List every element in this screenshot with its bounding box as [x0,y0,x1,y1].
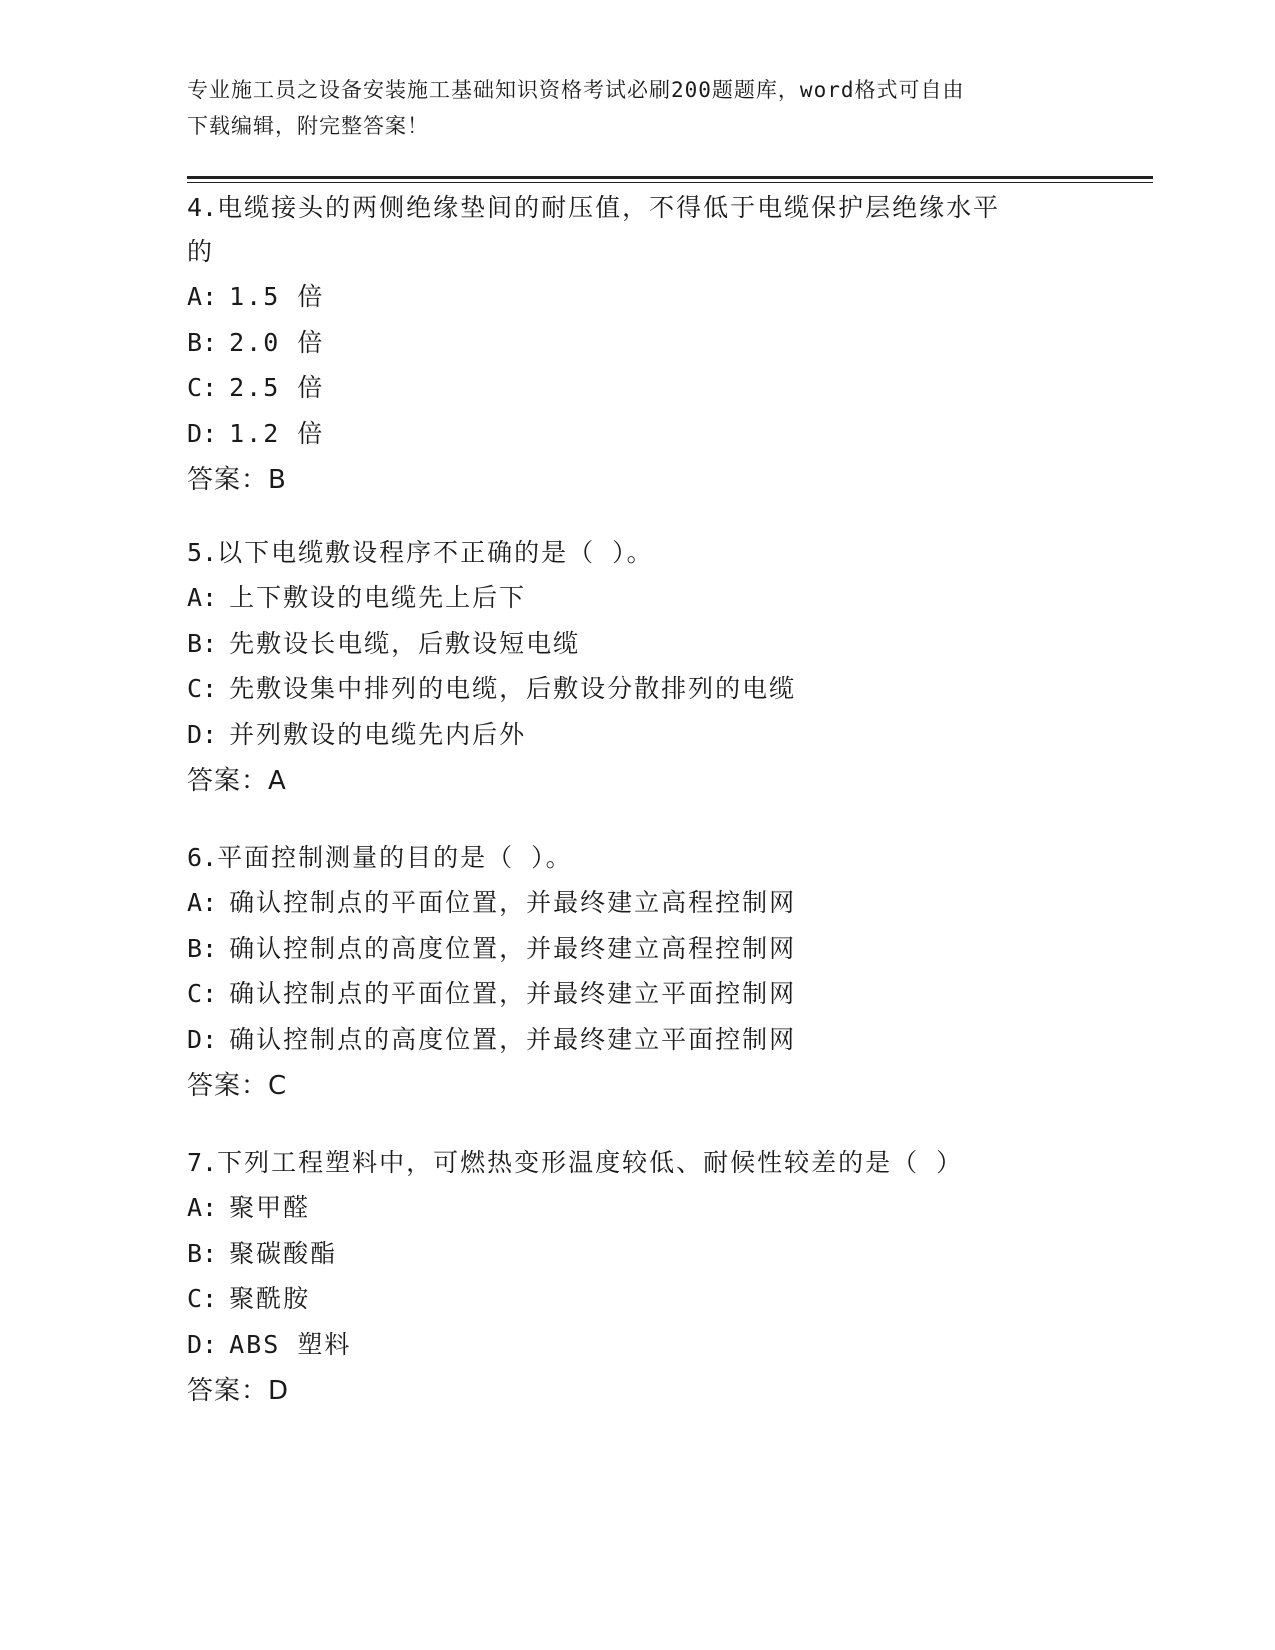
option-text: 先敷设集中排列的电缆，后敷设分散排列的电缆 [229,674,797,703]
option-a [187,274,1087,320]
document-header [187,72,1067,144]
option-letter: C: [187,373,218,402]
answer-line: 答案：D [187,1376,290,1406]
option-c [187,1276,1087,1322]
answer-line: 答案：A [187,766,287,796]
option-d [187,411,1087,457]
question-7 [187,1141,1087,1413]
option-text: 并列敷设的电缆先内后外 [229,719,527,749]
option-text: 确认控制点的高度位置，并最终建立高程控制网 [229,933,797,963]
option-letter: A: [187,583,218,612]
option-d [187,1322,1087,1368]
header-divider-thick [187,176,1153,179]
option-b [187,621,1087,667]
option-letter: D: [187,1329,218,1359]
option-text: ABS 塑料 [229,1329,352,1359]
question-number: 5. [187,538,218,567]
option-text: 2.5 倍 [229,373,325,402]
option-letter: D: [187,418,218,448]
option-letter: D: [187,719,218,749]
option-b [187,320,1087,366]
option-text: 上下敷设的电缆先上后下 [229,583,527,612]
option-letter: B: [187,327,218,357]
question-stem-text: 电缆接头的两侧绝缘垫间的耐压值，不得低于电缆保护层绝缘水平 [217,193,1001,222]
option-b [187,926,1087,972]
question-number: 6. [187,843,218,872]
option-c [187,365,1087,411]
option-letter: C: [187,979,218,1008]
question-stem-text: 以下电缆敷设程序不正确的是（ ）。 [217,538,654,567]
question-number: 7. [187,1148,218,1177]
question-stem [187,531,1087,575]
option-c [187,666,1087,712]
option-letter: A: [187,1193,218,1222]
option-letter: B: [187,933,218,963]
option-c [187,971,1087,1017]
option-text: 1.5 倍 [229,282,325,311]
option-letter: B: [187,628,218,658]
question-stem [187,836,1087,880]
option-text: 确认控制点的高度位置，并最终建立平面控制网 [229,1024,797,1054]
question-stem [187,186,1087,230]
question-4 [187,186,1087,502]
option-letter: C: [187,674,218,703]
option-letter: A: [187,888,218,917]
option-letter: A: [187,282,218,311]
option-text: 先敷设长电缆，后敷设短电缆 [229,628,581,658]
option-letter: C: [187,1284,218,1313]
option-a [187,1185,1087,1231]
question-stem-text: 下列工程塑料中，可燃热变形温度较低、耐候性较差的是（ ） [217,1148,964,1177]
header-divider-thin [187,182,1153,183]
option-text: 2.0 倍 [229,327,325,357]
header-line-1: 专业施工员之设备安装施工基础知识资格考试必刷200题题库，word格式可自由 [187,78,965,102]
option-d [187,1017,1087,1063]
question-number: 4. [187,193,218,222]
option-letter: D: [187,1024,218,1054]
answer-line: 答案：C [187,1071,288,1101]
question-stem-text: 平面控制测量的目的是（ ）。 [217,843,573,872]
option-text: 聚碳酸酯 [229,1238,338,1268]
option-b [187,1231,1087,1277]
option-a [187,575,1087,621]
option-text: 确认控制点的平面位置，并最终建立平面控制网 [229,979,797,1008]
question-stem-continued: 的 [187,237,215,266]
option-text: 确认控制点的平面位置，并最终建立高程控制网 [229,888,797,917]
question-5 [187,531,1087,803]
option-text: 聚甲醛 [229,1193,311,1222]
option-text: 聚酰胺 [229,1284,311,1313]
option-letter: B: [187,1238,218,1268]
question-6 [187,836,1087,1108]
header-line-2: 下载编辑，附完整答案！ [187,114,429,138]
option-d [187,712,1087,758]
answer-line: 答案：B [187,465,287,495]
question-stem [187,1141,1087,1185]
option-a [187,880,1087,926]
option-text: 1.2 倍 [229,418,325,448]
